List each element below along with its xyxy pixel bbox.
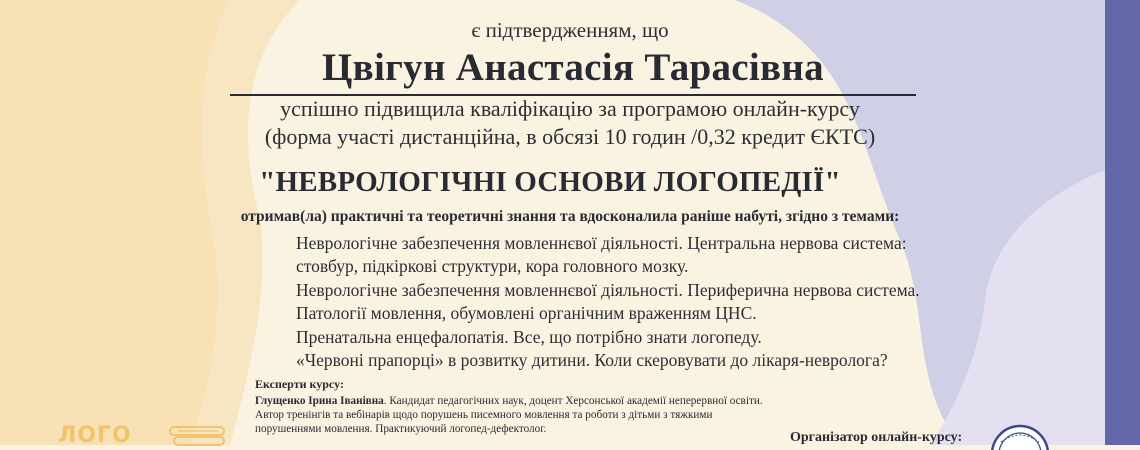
organizer-label: Організатор онлайн-курсу: [790, 430, 963, 445]
topic-item: Пренатальна енцефалопатія. Все, що потрібно знати логопеду. [296, 326, 762, 347]
topics-list [296, 232, 1036, 372]
intro-text: є підтвердженням, що [471, 18, 669, 42]
book-icon [168, 424, 228, 448]
logo: ЛОГО [58, 423, 132, 448]
expert-name: Глущенко Ірина Іванівна [255, 395, 384, 407]
topic-item: стовбур, підкіркові структури, кора головного мозку. [296, 256, 689, 277]
topic-item: Неврологічне забезпечення мовленнєвої діяльності. Центральна нервова система: [296, 233, 907, 253]
topic-item: Патології мовлення, обумовлені органічним враженням ЦНС. [296, 303, 757, 324]
seal-icon [985, 424, 1055, 450]
recipient-name: Цвігун Анастасія Тарасівна [322, 46, 824, 89]
format-line: (форма участі дистанційна, в обсязі 10 годин /0,32 кредит ЄКТС) [264, 124, 876, 149]
recipient-name-wrap [230, 46, 916, 90]
gained-line: отримав(ла) практичні та теоретичні знання та вдосконалила раніше набуті, згідно з темами: [240, 208, 900, 225]
topic-item: Неврологічне забезпечення мовленнєвої діяльності. Периферична нервова система. [296, 279, 920, 300]
qualification-line: успішно підвищила кваліфікацію за програмою онлайн-курсу [280, 96, 860, 121]
expert-description: . Кандидат педагогічних наук, доцент Херсонської академії неперервної освіти. Автор тренінгів та вебінарів щодо порушень писемного мовлення та роботи з дітьми з тяжкими порушеннями мовлення. Практикуючий логопед-дефектолог. [255, 395, 763, 435]
course-title: "НЕВРОЛОГІЧНІ ОСНОВИ ЛОГОПЕДІЇ" [259, 166, 841, 198]
experts-title: Експерти курсу: [255, 377, 344, 391]
topic-item: «Червоні прапорці» в розвитку дитини. Коли скеровувати до лікаря-невролога? [296, 350, 888, 371]
expert-entry [255, 394, 775, 436]
